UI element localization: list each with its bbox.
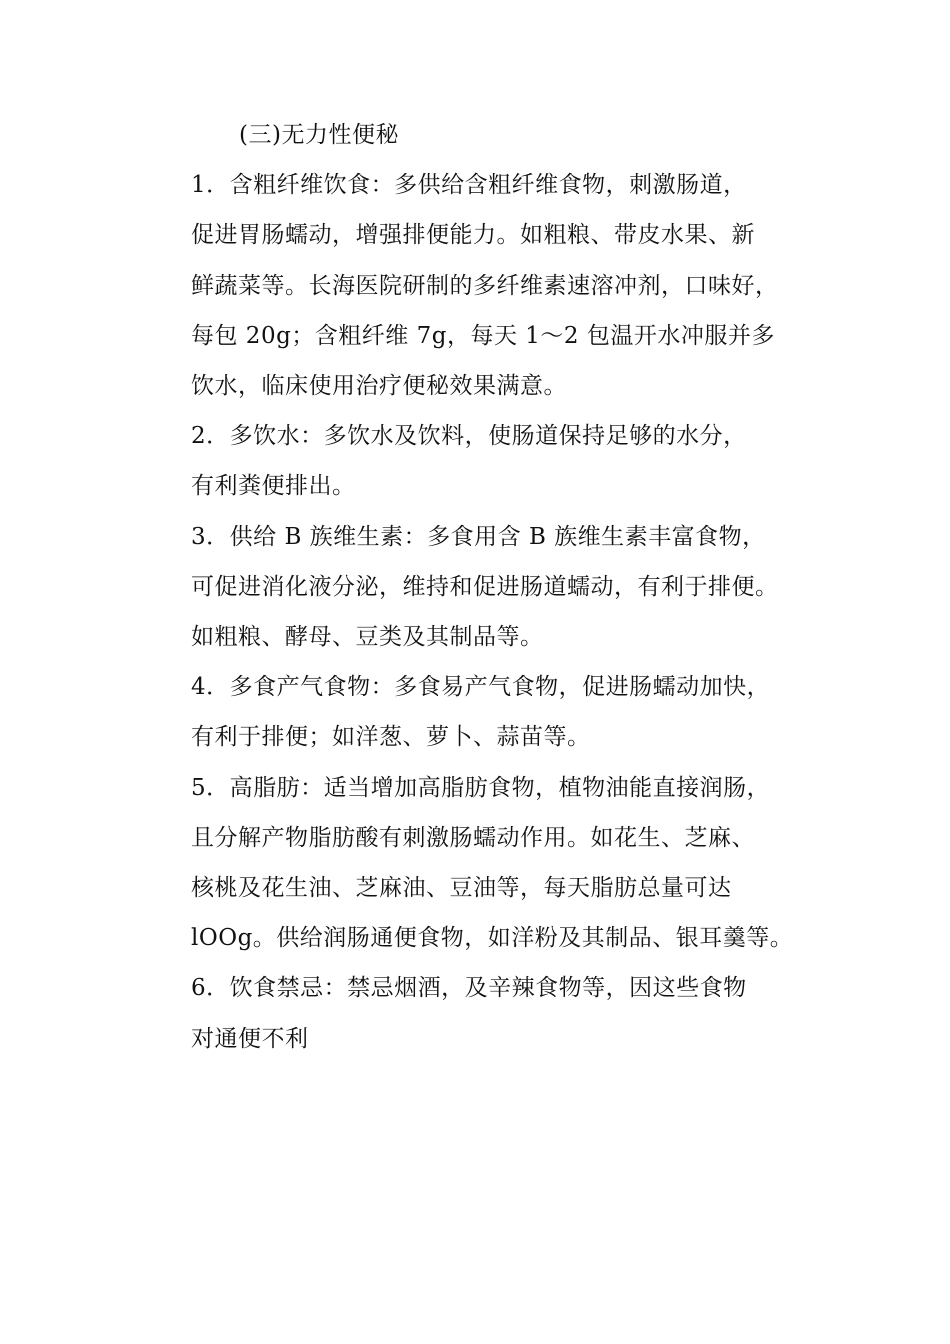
- paragraph-line: 有利于排便；如洋葱、萝卜、蒜苗等。: [191, 724, 591, 751]
- list-item-1: [191, 160, 779, 411]
- paragraph-line: 对通便不利: [191, 1025, 309, 1052]
- paragraph-line: 5．高脂肪：适当增加高脂肪食物，植物油能直接润肠，: [191, 774, 771, 801]
- paragraph-line: 3．供给 B 族维生素：多食用含 B 族维生素丰富食物，: [191, 523, 766, 550]
- paragraph-line: 2．多饮水：多饮水及饮料，使肠道保持足够的水分，: [191, 423, 747, 450]
- paragraph-line: 促进胃肠蠕动，增强排便能力。如粗粮、带皮水果、新: [191, 222, 755, 249]
- paragraph-line: 饮水，临床使用治疗便秘效果满意。: [191, 373, 567, 400]
- list-item-2: [191, 411, 771, 511]
- section-heading: (三)无力性便秘: [239, 122, 399, 148]
- paragraph-line: 可促进消化液分泌，维持和促进肠道蠕动，有利于排便。: [191, 573, 779, 600]
- list-item-4: [191, 662, 771, 762]
- list-item-5: [191, 763, 794, 964]
- paragraph-line: 4．多食产气食物：多食易产气食物，促进肠蠕动加快，: [191, 674, 771, 701]
- list-item-6: [191, 963, 771, 1063]
- paragraph-line: 如粗粮、酵母、豆类及其制品等。: [191, 624, 544, 651]
- paragraph-line: 有利粪便排出。: [191, 473, 356, 500]
- list-item-3: [191, 512, 779, 663]
- paragraph-line: 6．饮食禁忌：禁忌烟酒，及辛辣食物等，因这些食物: [191, 975, 747, 1002]
- paragraph-line: 鲜蔬菜等。长海医院研制的多纤维素速溶冲剂，口味好，: [191, 272, 779, 299]
- paragraph-line: 核桃及花生油、芝麻油、豆油等，每天脂肪总量可达: [191, 875, 732, 902]
- paragraph-line: 1．含粗纤维饮食：多供给含粗纤维食物，刺激肠道，: [191, 172, 747, 199]
- paragraph-line: 且分解产物脂肪酸有刺激肠蠕动作用。如花生、芝麻、: [191, 824, 755, 851]
- paragraph-line: lOOg。供给润肠通便食物，如洋粉及其制品、银耳羹等。: [191, 925, 794, 952]
- paragraph-line: 每包 20g；含粗纤维 7g，每天 1～2 包温开水冲服并多: [191, 322, 775, 349]
- document-body: [191, 110, 794, 1064]
